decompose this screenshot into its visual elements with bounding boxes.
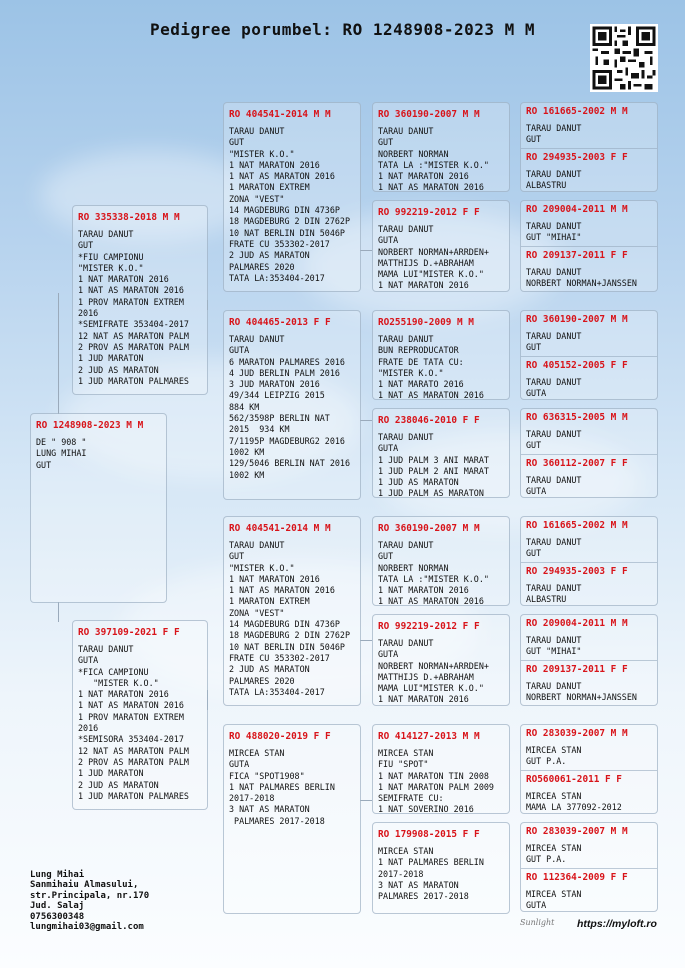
ring-number: RO 283039-2007 M M xyxy=(526,728,628,739)
pedigree-sd-dam xyxy=(372,408,510,498)
pedigree-line: GUT P.A. xyxy=(526,854,567,865)
pedigree-line: "MISTER K.O." xyxy=(78,262,144,273)
pedigree-line: 1 NAT AS MARATON 2016 xyxy=(78,700,184,711)
pedigree-line: ALBASTRU xyxy=(526,593,567,604)
pedigree-line: 1 JUD PALM 2 ANI MARAT xyxy=(378,465,489,476)
pedigree-line: TARAU DANUT xyxy=(526,266,582,277)
website-link[interactable]: https://myloft.ro xyxy=(577,918,657,930)
pedigree-line: 1 NAT MARATON 2016 xyxy=(378,585,469,596)
pedigree-line: 1 JUD MARATON PALMARES xyxy=(78,790,189,801)
pedigree-line: TARAU DANUT xyxy=(378,224,434,234)
ring-number: RO 209004-2011 M M xyxy=(526,204,628,215)
pedigree-line: GUTA xyxy=(229,345,250,356)
pedigree-line: *FIU CAMPIONU xyxy=(78,251,144,262)
pedigree-line: TARAU DANUT xyxy=(526,376,582,387)
pedigree-line: 10 NAT BERLIN DIN 5046P xyxy=(229,227,345,238)
pedigree-line: GUTA xyxy=(378,443,399,454)
pedigree-dd-dam xyxy=(372,822,510,914)
pedigree-line: TATA LA :"MISTER K.O." xyxy=(378,159,489,170)
pedigree-line: ZONA "VEST" xyxy=(229,607,285,618)
pedigree-line: TATA LA :"MISTER K.O." xyxy=(378,573,489,584)
pedigree-line: 3 NAT AS MARATON xyxy=(378,879,459,890)
pedigree-line: TATA LA:353404-2017 xyxy=(229,686,325,697)
pedigree-line: MAMA LUI"MISTER K.O." xyxy=(378,683,484,694)
pedigree-line: "MISTER K.O." xyxy=(378,367,444,378)
pedigree-gen4-pair-2 xyxy=(520,200,658,292)
pedigree-line: 1 NAT MARATON 2016 xyxy=(378,171,469,182)
pedigree-line: 1 NAT AS MARATON 2016 xyxy=(378,390,484,400)
pedigree-line: 1002 KM xyxy=(229,446,265,457)
pedigree-line: 1 PROV MARATON EXTREM xyxy=(78,296,184,307)
pedigree-line: TARAU DANUT xyxy=(526,680,582,691)
ring-number: RO 405152-2005 F F xyxy=(526,359,628,371)
pedigree-line: NORBERT NORMAN xyxy=(378,148,449,159)
pedigree-line: 49/344 LEIPZIG 2015 xyxy=(229,390,325,401)
pedigree-dam-sire xyxy=(223,516,361,706)
page-title: Pedigree porumbel: RO 1248908-2023 M M xyxy=(149,20,536,39)
pedigree-line: NORBERT NORMAN+ARRDEN+ xyxy=(378,246,489,257)
pedigree-line: MIRCEA STAN xyxy=(229,748,285,758)
pedigree-line: GUT P.A. xyxy=(526,756,567,767)
ring-number: RO 360190-2007 M M xyxy=(378,523,480,534)
pedigree-line: TARAU DANUT xyxy=(526,582,582,593)
pedigree-line: TATA LA:353404-2017 xyxy=(229,272,325,283)
pedigree-line: 1 NAT AS MARATON 2016 xyxy=(378,182,484,192)
ring-number: RO 335338-2018 M M xyxy=(78,212,180,223)
ring-number: RO 360190-2007 M M xyxy=(526,314,628,325)
pedigree-line: 3 NAT AS MARATON xyxy=(229,804,310,815)
pedigree-line: TARAU DANUT xyxy=(526,221,582,231)
pedigree-line: GUTA xyxy=(526,899,547,910)
pedigree-sire xyxy=(72,205,208,395)
ring-number: RO560061-2011 F F xyxy=(526,773,622,785)
pedigree-dam xyxy=(72,620,208,810)
pedigree-line: MIRCEA STAN xyxy=(378,846,434,856)
ring-number: RO 636315-2005 M M xyxy=(526,412,628,423)
pedigree-line: 1 JUD MARATON xyxy=(78,353,144,364)
pedigree-line: 1 NAT MARATON 2016 xyxy=(378,694,469,705)
owner-name: Lung Mihai xyxy=(30,870,85,880)
pedigree-line: SEMIFRATE CU: xyxy=(378,793,444,804)
pedigree-line: 2 PROV AS MARATON PALM xyxy=(78,756,189,767)
ring-number: RO255190-2009 M M xyxy=(378,317,474,328)
pedigree-line: PALMARES 2020 xyxy=(229,675,295,686)
pedigree-line: GUT "MIHAI" xyxy=(526,232,582,243)
ring-number: RO 238046-2010 F F xyxy=(378,415,480,426)
pedigree-line: MIRCEA STAN xyxy=(378,748,434,758)
pedigree-line: TARAU DANUT xyxy=(526,474,582,485)
pedigree-line: 1 NAT MARATON 2016 xyxy=(78,274,169,285)
pedigree-sd-sire xyxy=(372,310,510,400)
pedigree-line: MIRCEA STAN xyxy=(526,745,582,755)
owner-contact xyxy=(30,870,149,932)
pedigree-line: 1 JUD PALM 3 ANI MARAT xyxy=(378,454,489,465)
pedigree-gen4-pair-7 xyxy=(520,724,658,814)
pedigree-line: 1 NAT AS MARATON 2016 xyxy=(378,596,484,606)
pedigree-gen4-pair-3 xyxy=(520,310,658,400)
pedigree-line: 3 JUD MARATON 2016 xyxy=(229,379,320,390)
pedigree-line: "MISTER K.O." xyxy=(78,677,159,688)
ring-number: RO 294935-2003 F F xyxy=(526,565,628,577)
pedigree-line: 1 MARATON EXTREM xyxy=(229,596,310,607)
pedigree-line: 1002 KM xyxy=(229,469,265,480)
pedigree-line: GUTA xyxy=(229,759,250,770)
pedigree-line: 2 JUD AS MARATON xyxy=(229,664,310,675)
pedigree-line: 1 NAT AS MARATON 2016 xyxy=(78,285,184,296)
pedigree-subject xyxy=(30,413,167,603)
pedigree-line: GUT xyxy=(526,440,542,451)
pedigree-line: NORBERT NORMAN xyxy=(378,562,449,573)
pedigree-line: GUT xyxy=(378,137,394,148)
pedigree-line: 2 JUD AS MARATON xyxy=(229,250,310,261)
pedigree-line: 2016 xyxy=(78,308,99,319)
pedigree-ds-dam xyxy=(372,614,510,706)
pedigree-line: 2016 xyxy=(78,723,99,734)
pedigree-line: ALBASTRU xyxy=(526,179,567,190)
pedigree-line: ZONA "VEST" xyxy=(229,193,285,204)
pedigree-line: NORBERT NORMAN+JANSSEN xyxy=(526,691,637,702)
pedigree-line: TARAU DANUT xyxy=(378,432,434,442)
pedigree-line: 1 JUD AS MARATON xyxy=(378,477,459,488)
pedigree-line: TARAU DANUT xyxy=(526,123,582,133)
pedigree-sire-dam xyxy=(223,310,361,500)
ring-number: RO 1248908-2023 M M xyxy=(36,420,144,431)
ring-number: RO 209004-2011 M M xyxy=(526,618,628,629)
ring-number: RO 360112-2007 F F xyxy=(526,457,628,469)
pedigree-line: TARAU DANUT xyxy=(526,537,582,547)
pedigree-line: 4 JUD BERLIN PALM 2016 xyxy=(229,367,340,378)
pedigree-line: 18 MAGDEBURG 2 DIN 2762P xyxy=(229,216,351,227)
pedigree-line: TARAU DANUT xyxy=(229,334,285,344)
pedigree-line: TARAU DANUT xyxy=(378,126,434,136)
ring-number: RO 209137-2011 F F xyxy=(526,663,628,675)
pedigree-gen4-pair-1 xyxy=(520,102,658,192)
pedigree-line: DE " 908 " xyxy=(36,437,87,447)
pedigree-line: GUT xyxy=(526,134,542,145)
pedigree-line: GUT xyxy=(78,240,94,251)
pedigree-line: *SEMIFRATE 353404-2017 xyxy=(78,319,189,330)
pedigree-line: 1 NAT SOVERINO 2016 xyxy=(378,804,474,814)
pedigree-line: 1 NAT PALMARES BERLIN xyxy=(378,857,484,868)
pedigree-line: 1 NAT MARATON TIN 2008 xyxy=(378,770,489,781)
pedigree-line: TARAU DANUT xyxy=(526,168,582,179)
pedigree-line: GUTA xyxy=(378,235,399,246)
pedigree-ds-sire xyxy=(372,516,510,606)
pedigree-line: 2017-2018 xyxy=(229,793,275,804)
ring-number: RO 112364-2009 F F xyxy=(526,871,628,883)
pedigree-line: PALMARES 2017-2018 xyxy=(378,891,469,902)
pedigree-line: FRATE CU 353302-2017 xyxy=(229,238,330,249)
pedigree-line: TARAU DANUT xyxy=(378,540,434,550)
pedigree-line: NORBERT NORMAN+JANSSEN xyxy=(526,277,637,288)
pedigree-line: TARAU DANUT xyxy=(378,334,434,344)
pedigree-line: 1 NAT MARATON 2016 xyxy=(229,573,320,584)
pedigree-line: 129/5046 BERLIN NAT 2016 xyxy=(229,458,351,469)
pedigree-line: GUT xyxy=(526,342,542,353)
pedigree-line: *FICA CAMPIONU xyxy=(78,666,149,677)
pedigree-line: LUNG MIHAI xyxy=(36,448,87,459)
pedigree-line: GUT "MIHAI" xyxy=(526,646,582,657)
pedigree-ss-dam xyxy=(372,200,510,292)
pedigree-line: 10 NAT BERLIN DIN 5046P xyxy=(229,641,345,652)
pedigree-line: 1 NAT MARATON 2016 xyxy=(378,280,469,291)
pedigree-dam-dam xyxy=(223,724,361,914)
ring-number: RO 283039-2007 M M xyxy=(526,826,628,837)
signature: Sunlight xyxy=(520,918,555,927)
ring-number: RO 209137-2011 F F xyxy=(526,249,628,261)
qr-code-icon xyxy=(590,24,658,92)
pedigree-line: 6 MARATON PALMARES 2016 xyxy=(229,356,345,367)
ring-number: RO 294935-2003 F F xyxy=(526,151,628,163)
pedigree-line: "MISTER K.O." xyxy=(229,562,295,573)
pedigree-line: NORBERT NORMAN+ARRDEN+ xyxy=(378,660,489,671)
pedigree-line: GUT xyxy=(378,551,394,562)
pedigree-line: TARAU DANUT xyxy=(526,429,582,439)
pedigree-line: 12 NAT AS MARATON PALM xyxy=(78,330,189,341)
pedigree-line: GUT xyxy=(36,459,52,470)
pedigree-line: FICA "SPOT1908" xyxy=(229,770,305,781)
pedigree-line: "MISTER K.O." xyxy=(229,148,295,159)
pedigree-line: 1 NAT AS MARATON 2016 xyxy=(229,171,335,182)
pedigree-line: 2 JUD AS MARATON xyxy=(78,779,159,790)
pedigree-line: 1 MARATON EXTREM xyxy=(229,182,310,193)
owner-email: lungmihai03@gmail.com xyxy=(30,922,144,933)
pedigree-line: PALMARES 2017-2018 xyxy=(229,815,325,826)
ring-number: RO 992219-2012 F F xyxy=(378,207,480,218)
pedigree-line: 1 NAT MARATON PALM 2009 xyxy=(378,781,494,792)
pedigree-line: GUTA xyxy=(526,485,547,496)
pedigree-line: TARAU DANUT xyxy=(229,540,285,550)
ring-number: RO 161665-2002 M M xyxy=(526,106,628,117)
pedigree-line: 12 NAT AS MARATON PALM xyxy=(78,745,189,756)
pedigree-line: FRATE DE TATA CU: xyxy=(378,356,464,367)
pedigree-line: MIRCEA STAN xyxy=(526,790,582,801)
pedigree-line: GUT xyxy=(229,137,245,148)
pedigree-gen4-pair-6 xyxy=(520,614,658,706)
pedigree-line: MAMA LA 377092-2012 xyxy=(526,801,622,812)
pedigree-line: *SEMISORA 353404-2017 xyxy=(78,734,184,745)
pedigree-line: TARAU DANUT xyxy=(526,331,582,341)
owner-street: str.Principala, nr.170 xyxy=(30,890,150,901)
pedigree-line: 1 JUD PALM AS MARATON xyxy=(378,488,484,498)
pedigree-line: TARAU DANUT xyxy=(378,638,434,648)
pedigree-line: GUT xyxy=(229,551,245,562)
pedigree-line: 1 NAT AS MARATON 2016 xyxy=(229,585,335,596)
pedigree-line: BUN REPRODUCATOR xyxy=(378,345,459,356)
pedigree-line: 1 PROV MARATON EXTREM xyxy=(78,711,184,722)
pedigree-line: TARAU DANUT xyxy=(526,635,582,645)
pedigree-line: FRATE CU 353302-2017 xyxy=(229,652,330,663)
pedigree-gen4-pair-4 xyxy=(520,408,658,498)
pedigree-line: MIRCEA STAN xyxy=(526,888,582,899)
pedigree-line: GUTA xyxy=(378,649,399,660)
pedigree-line: 2017-2018 xyxy=(378,868,424,879)
pedigree-line: TARAU DANUT xyxy=(229,126,285,136)
pedigree-line: MIRCEA STAN xyxy=(526,843,582,853)
ring-number: RO 414127-2013 M M xyxy=(378,731,480,742)
pedigree-line: MATTHIJS D.+ABRAHAM xyxy=(378,257,474,268)
pedigree-line: GUT xyxy=(526,548,542,559)
pedigree-line: MAMA LUI"MISTER K.O." xyxy=(378,269,484,280)
pedigree-line: MATTHIJS D.+ABRAHAM xyxy=(378,671,474,682)
pedigree-line: 884 KM xyxy=(229,401,260,412)
pedigree-line: 2 JUD AS MARATON xyxy=(78,364,159,375)
pedigree-line: FIU "SPOT" xyxy=(378,759,429,770)
pedigree-line: TARAU DANUT xyxy=(78,229,134,239)
pedigree-line: 1 NAT MARATON 2016 xyxy=(78,689,169,700)
pedigree-gen4-pair-5 xyxy=(520,516,658,606)
owner-phone: 0756300348 xyxy=(30,911,85,922)
pedigree-gen4-pair-8 xyxy=(520,822,658,912)
ring-number: RO 404541-2014 M M xyxy=(229,523,331,534)
pedigree-line: GUTA xyxy=(78,655,99,666)
ring-number: RO 404465-2013 F F xyxy=(229,317,331,328)
ring-number: RO 179908-2015 F F xyxy=(378,829,480,840)
pedigree-line: 2015 934 KM xyxy=(229,424,290,435)
pedigree-line: GUTA xyxy=(526,387,547,398)
ring-number: RO 488020-2019 F F xyxy=(229,731,331,742)
ring-number: RO 992219-2012 F F xyxy=(378,621,480,632)
pedigree-line: 14 MAGDEBURG DIN 4736P xyxy=(229,205,340,216)
pedigree-line: 1 JUD MARATON PALMARES xyxy=(78,375,189,386)
pedigree-line: 7/1195P MAGDEBURG2 2016 xyxy=(229,435,345,446)
pedigree-line: PALMARES 2020 xyxy=(229,261,295,272)
pedigree-dd-sire xyxy=(372,724,510,814)
pedigree-line: 14 MAGDEBURG DIN 4736P xyxy=(229,619,340,630)
pedigree-line: 1 NAT PALMARES BERLIN xyxy=(229,781,335,792)
pedigree-line: 2 PROV AS MARATON PALM xyxy=(78,341,189,352)
pedigree-line: 1 JUD MARATON xyxy=(78,768,144,779)
pedigree-line: 18 MAGDEBURG 2 DIN 2762P xyxy=(229,630,351,641)
owner-address: Sanmihaiu Almasului, xyxy=(30,880,139,891)
pedigree-line: 1 NAT MARATO 2016 xyxy=(378,379,464,390)
ring-number: RO 397109-2021 F F xyxy=(78,627,180,638)
pedigree-line: TARAU DANUT xyxy=(78,644,134,654)
ring-number: RO 404541-2014 M M xyxy=(229,109,331,120)
pedigree-line: 562/3598P BERLIN NAT xyxy=(229,413,330,424)
owner-county: Jud. Salaj xyxy=(30,901,85,912)
ring-number: RO 161665-2002 M M xyxy=(526,520,628,531)
pedigree-sire-sire xyxy=(223,102,361,292)
pedigree-ss-sire xyxy=(372,102,510,192)
pedigree-line: 1 NAT MARATON 2016 xyxy=(229,159,320,170)
ring-number: RO 360190-2007 M M xyxy=(378,109,480,120)
